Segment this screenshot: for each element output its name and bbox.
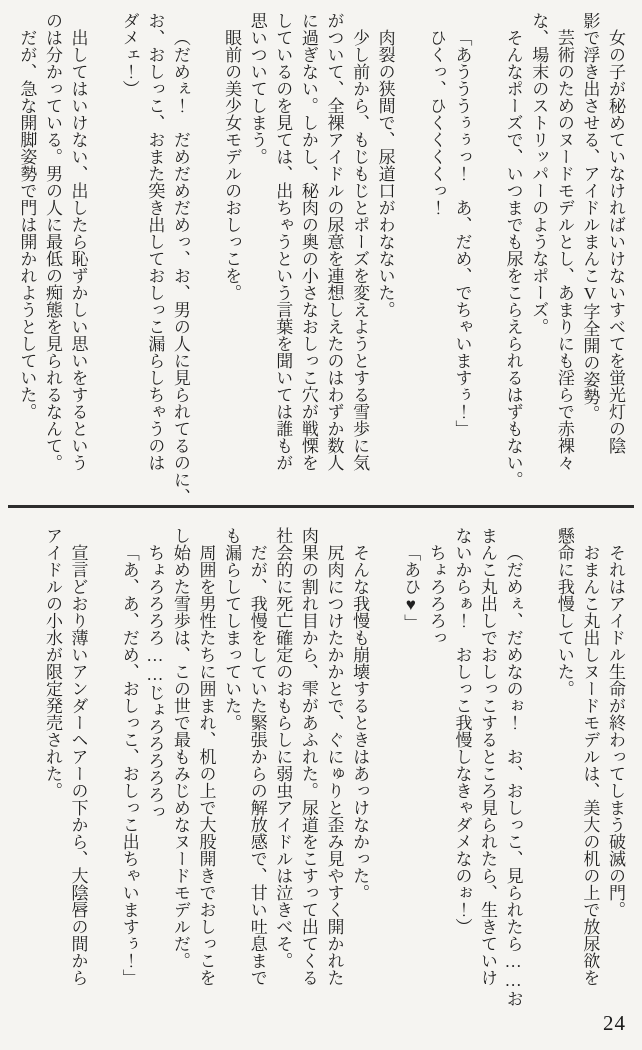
text-column: だが、我慢をしていた緊張からの解放感で、甘い吐息まで bbox=[247, 544, 267, 986]
text-column: そんな我慢も崩壊するときはあっけなかった。 bbox=[350, 544, 370, 901]
text-column: のは分かっている。男の人に最低の痴態を見られるなんて。 bbox=[42, 12, 62, 471]
text-column: に過ぎない。しかし、秘肉の奥の小さなおしっこ穴が戦慄を bbox=[298, 12, 318, 471]
text-column: しているのを見ては、出ちゃうという言葉を聞いては誰もが bbox=[273, 12, 293, 471]
section-divider bbox=[8, 505, 634, 508]
text-column: ないからぁ！ おしっこ我慢しなきゃダメなのぉ！） bbox=[452, 527, 472, 935]
blank-column bbox=[526, 527, 552, 1019]
text-column: それはアイドル生命が終わってしまう破滅の門。 bbox=[606, 544, 625, 918]
text-column: 「あひ♥」 bbox=[401, 544, 421, 631]
text-column: 尻肉につけたかかとで、ぐにゅりと歪み見やすく開かれた bbox=[324, 544, 344, 986]
text-column: な、場末のストリッパーのようなポーズ。 bbox=[529, 12, 549, 335]
text-column: も漏らしてしまっていた。 bbox=[222, 527, 242, 731]
text-column: 宣言どおり薄いアンダーヘアーの下から、大陰唇の間から bbox=[68, 544, 88, 986]
text-column: 「あうううぅぅっ！ あ、だめ、でちゃいますぅ！」 bbox=[452, 29, 472, 437]
text-column: し始めた雪歩は、この世で最もみじめなヌードモデルだ。 bbox=[170, 527, 190, 969]
blank-column bbox=[398, 12, 424, 506]
text-column: 肉裂の狭間で、尿道口がわなないた。 bbox=[375, 29, 395, 318]
text-column: お、おしっこ、おまた突き出しておしっこ漏らしちゃうのは bbox=[145, 12, 165, 471]
text-section-top bbox=[14, 12, 628, 506]
text-column: （だめぇ、だめなのぉ！ お、おしっこ、見られたら……お bbox=[503, 544, 523, 1007]
text-column: 懸命に我慢していた。 bbox=[554, 527, 574, 697]
text-column: ちょろろろっ bbox=[426, 544, 446, 646]
text-column: 「あ、あ、だめ、おしっこ、おしっこ出ちゃいますぅ！」 bbox=[119, 544, 139, 986]
blank-column bbox=[91, 12, 117, 506]
page-number: 24 bbox=[603, 1011, 626, 1035]
text-column: 芸術のためのヌードモデルとし、あまりにも淫らで赤裸々 bbox=[554, 29, 574, 471]
blank-column bbox=[474, 12, 500, 506]
text-column: 女の子が秘めていなければいけないすべてを蛍光灯の陰 bbox=[606, 29, 625, 454]
text-column: だが、急な開脚姿勢で門は開かれようとしていた。 bbox=[17, 29, 37, 420]
blank-column bbox=[372, 527, 398, 1019]
text-column: 肉果の割れ目から、雫があふれた。尿道をこすって出てくる bbox=[298, 527, 318, 986]
text-column: 思いついてしまう。 bbox=[247, 12, 267, 165]
text-column: 影で浮き出させる、アイドルまんこV字全開の姿勢。 bbox=[580, 12, 600, 422]
text-column: 周囲を男性たちに囲まれ、机の上で大股開きでおしっこを bbox=[196, 544, 216, 986]
text-column: 社会的に死亡確定のおもらしに弱虫アイドルは泣きべそ。 bbox=[273, 527, 293, 969]
text-column: おまんこ丸出しヌードモデルは、美大の机の上で放尿欲を bbox=[580, 544, 600, 986]
text-column: 少し前から、もじもじとポーズを変えようとする雪歩に気 bbox=[350, 29, 370, 471]
text-column: アイドルの小水が限定発売された。 bbox=[42, 527, 62, 799]
text-column: 眼前の美少女モデルのおしっこを。 bbox=[222, 29, 242, 301]
text-column: 出してはいけない、出したら恥ずかしい思いをするという bbox=[68, 29, 88, 471]
text-column: （だめぇ！ だめだめだめっ、お、男の人に見られてるのに、 bbox=[170, 29, 190, 505]
text-column: ひくっ、ひくくくくっ！ bbox=[426, 29, 446, 216]
blank-column bbox=[193, 12, 219, 506]
text-column: ちょろろろろ……じょろろろろろっ bbox=[145, 544, 165, 820]
text-column: まんこ丸出しでおしっこするところ見られたら、生きていけ bbox=[478, 527, 498, 986]
text-column: ダメェ！） bbox=[119, 12, 139, 97]
blank-column bbox=[91, 527, 117, 1019]
text-section-bottom bbox=[39, 527, 628, 1019]
text-column: がついて、全裸アイドルの尿意を連想しえたのはわずか数人 bbox=[324, 12, 344, 471]
text-column: そんなポーズで、いつまでも尿をこらえられるはずもない。 bbox=[503, 29, 523, 488]
